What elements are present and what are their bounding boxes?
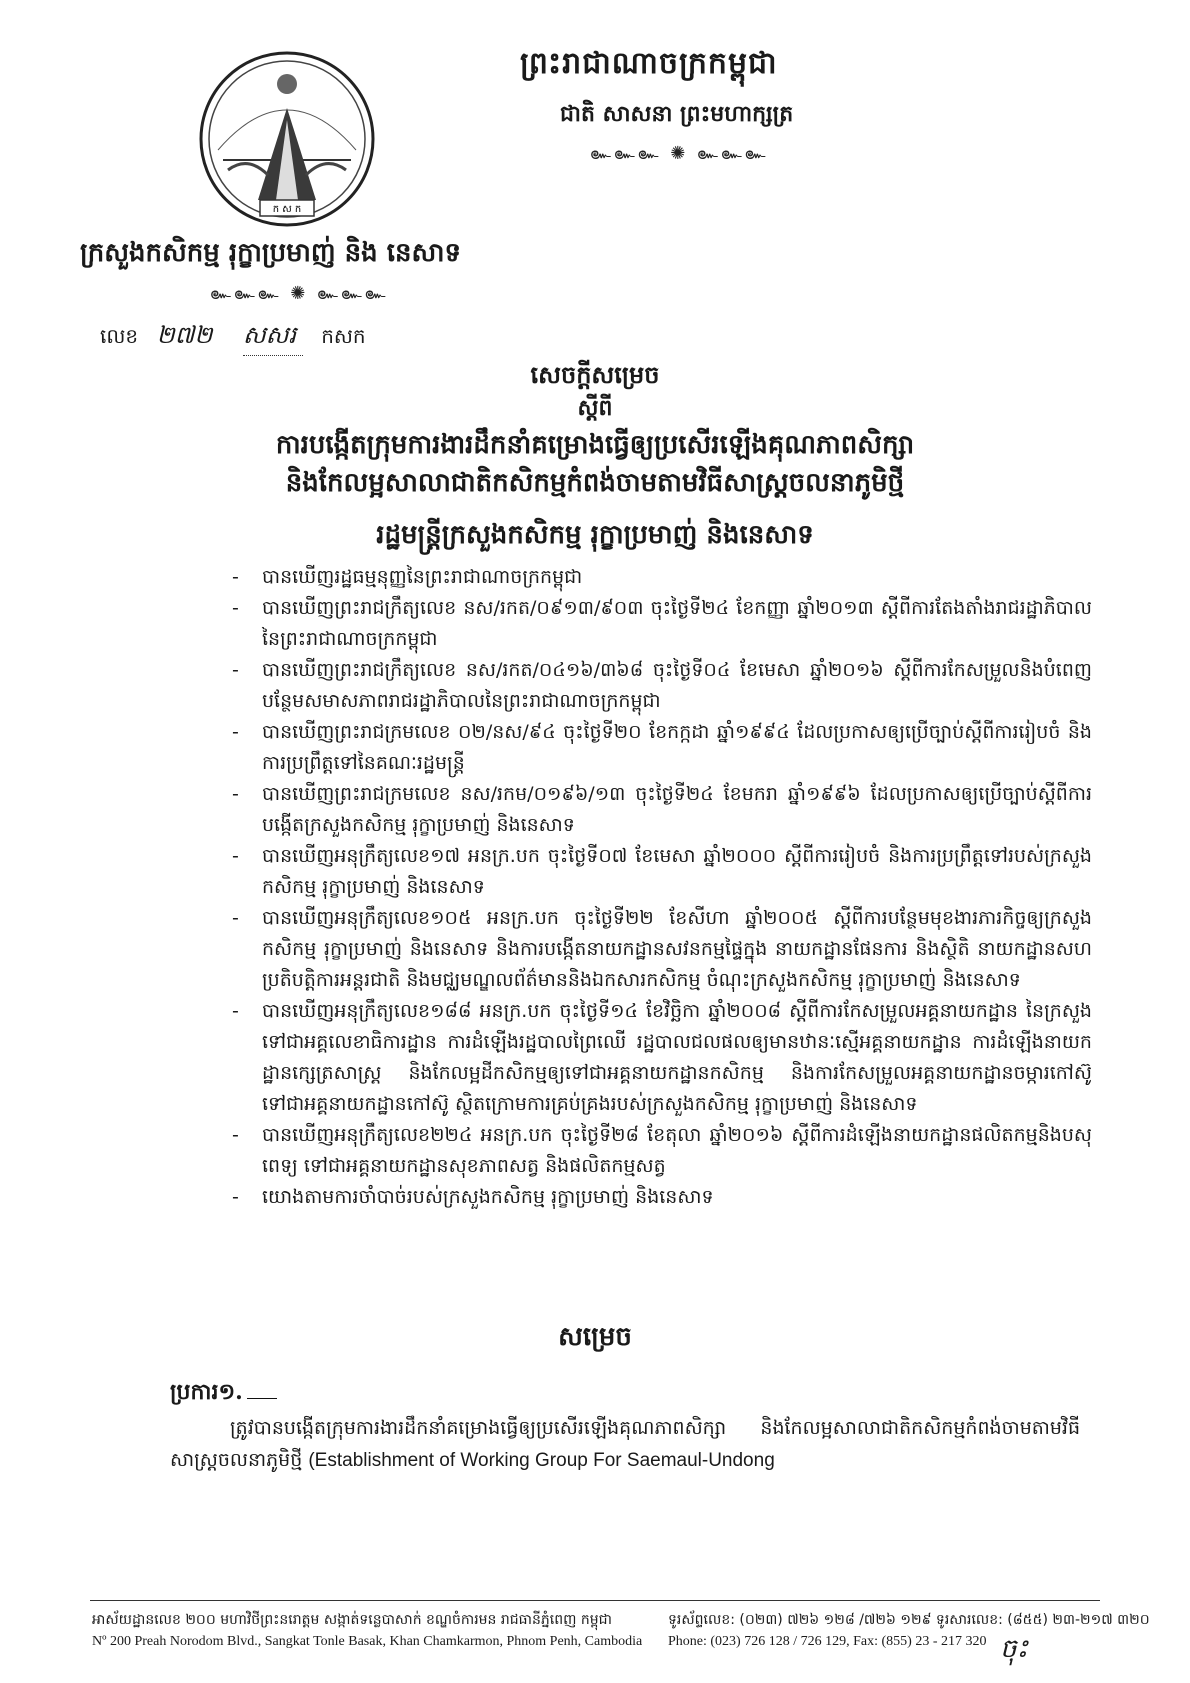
footer-phone-kh: ទូរស័ព្ទលេខ: (០២៣) ៧២៦ ១២៨ /៧២៦ ១២៩ ទូរសារលេខ: (៨៥៥) ២៣-២១៧ ៣២០	[668, 1612, 1150, 1628]
kingdom-heading: ព្រះរាជាណាចក្រកម្ពុជា	[520, 46, 778, 81]
seal-label: ក ស ក	[272, 204, 302, 215]
ministry-name: ក្រសួងកសិកម្ម រុក្ខាប្រមាញ់ និង នេសាទ	[80, 238, 461, 268]
footer-divider	[90, 1600, 1100, 1601]
national-motto: ជាតិ សាសនា ព្រះមហាក្សត្រ	[560, 102, 794, 127]
list-item: - បានឃើញអនុក្រឹត្យលេខ២២៤ អនក្រ.បក ចុះថ្ងៃទី២៨ ខែតុលា ឆ្នាំ២០១៦ ស្តីពីការដំឡើងនាយកដ្ឋានផលិតកម្មនិងបសុពេទ្យ ទៅជាអគ្គនាយកដ្ឋានសុខភាពសត្វ និងផលិតកម្មសត្វ	[262, 1120, 1092, 1182]
ref-code: សសរ	[243, 320, 303, 356]
decision-subject-label: ស្តីពី	[577, 395, 613, 421]
list-item: - បានឃើញអនុក្រឹត្យលេខ១៧ អនក្រ.បក ចុះថ្ងៃទី០៧ ខែមេសា ឆ្នាំ២០០០ ស្តីពីការរៀបចំ និងការប្រព្រឹត្តទៅរបស់ក្រសួងកសិកម្ម រុក្ខាប្រមាញ់ និងនេសាទ	[262, 841, 1092, 903]
list-item: - បានឃើញព្រះរាជក្រឹត្យលេខ នស/រកត/០៩១៣/៩០៣ ចុះថ្ងៃទី២៤ ខែកញ្ញា ឆ្នាំ២០១៣ ស្តីពីការតែងតាំងរាជរដ្ឋាភិបាលនៃព្រះរាជាណាចក្រកម្ពុជា	[262, 593, 1092, 655]
ref-number: ២៧២	[156, 321, 213, 349]
list-item: - បានឃើញរដ្ឋធម្មនុញ្ញនៃព្រះរាជាណាចក្រកម្ពុជា	[262, 562, 1092, 593]
ref-label: លេខ	[100, 324, 139, 348]
reference-number-line	[100, 320, 366, 356]
header-ornament: ๛๛๛ ✺ ๛๛๛	[590, 143, 769, 164]
article-1-label: ប្រការ១.	[170, 1379, 243, 1405]
decides-heading: សម្រេច	[558, 1322, 632, 1352]
article-1-heading	[170, 1378, 277, 1410]
list-item: - បានឃើញព្រះរាជក្រឹត្យលេខ នស/រកត/០៤១៦/៣៦៨ ចុះថ្ងៃទី០៤ ខែមេសា ឆ្នាំ២០១៦ ស្តីពីការកែសម្រួលនិងបំពេញបន្ថែមសមាសភាពរាជរដ្ឋាភិបាលនៃព្រះរាជាណាចក្រកម្ពុជា	[262, 655, 1092, 717]
article-1-text-en: (Establishment of Working Group For Saemaul-Undong	[308, 1450, 775, 1471]
list-item: - បានឃើញអនុក្រឹត្យលេខ១០៥ អនក្រ.បក ចុះថ្ងៃទី២២ ខែសីហា ឆ្នាំ២០០៥ ស្តីពីការបន្ថែមមុខងារភារកិច្ចឲ្យក្រសួងកសិកម្ម រុក្ខាប្រមាញ់ និងនេសាទ និងការបង្កើតនាយកដ្ឋានសវនកម្មផ្ទៃក្នុង នាយកដ្ឋានផែនការ និងស្ថិតិ នាយកដ្ឋានសហប្រតិបត្តិការអន្តរជាតិ និងមជ្ឈមណ្ឌលព័ត៌មាននិងឯកសារកសិកម្ម ចំណុះក្រសួងកសិកម្ម រុក្ខាប្រមាញ់ និងនេសាទ	[262, 903, 1092, 996]
decision-subject-line-1: ការបង្កើតក្រុមការងារដឹកនាំគម្រោងធ្វើឲ្យប្រសើរឡើងគុណភាពសិក្សា	[275, 430, 915, 460]
ref-suffix: កសក	[321, 324, 366, 348]
article-1-text-kh: ត្រូវបានបង្កើតក្រុមការងារដឹកនាំគម្រោងធ្វើឲ្យប្រសើរឡើងគុណភាពសិក្សា និងកែលម្អសាលាជាតិកសិកម្មកំពង់ចាមតាមវិធីសាស្រ្តចលនាភូមិថ្មី	[170, 1417, 1080, 1471]
decision-subject-line-2: និងកែលម្អសាលាជាតិកសិកម្មកំពង់ចាមតាមវិធីសាស្រ្តចលនាភូមិថ្មី	[285, 468, 905, 498]
article-1-body	[170, 1412, 1080, 1477]
footer-address-en: Nº 200 Preah Norodom Blvd., Sangkat Tonle Basak, Khan Chamkarmon, Phnom Penh, Cambodia	[92, 1634, 643, 1649]
list-item: - បានឃើញព្រះរាជក្រមលេខ ០២/នស/៩៤ ចុះថ្ងៃទី២០ ខែកក្កដា ឆ្នាំ១៩៩៤ ដែលប្រកាសឲ្យប្រើច្បាប់ស្តីពីការរៀបចំ និងការប្រព្រឹត្តទៅនៃគណៈរដ្ឋមន្ត្រី	[262, 717, 1092, 779]
list-item: - បានឃើញព្រះរាជក្រមលេខ នស/រកម/០១៩៦/១៣ ចុះថ្ងៃទី២៤ ខែមករា ឆ្នាំ១៩៩៦ ដែលប្រកាសឲ្យប្រើច្បាប់ស្តីពីការបង្កើតក្រសួងកសិកម្ម រុក្ខាប្រមាញ់ និងនេសាទ	[262, 779, 1092, 841]
ministry-ornament: ๛๛๛ ✺ ๛๛๛	[210, 283, 389, 304]
decision-title: សេចក្តីសម្រេច	[530, 360, 660, 389]
footer-address-kh: អាស័យដ្ឋានលេខ ២០០ មហាវិថីព្រះនរោត្តម សង្កាត់ទន្លេបាសាក់ ខណ្ឌចំការមន រាជធានីភ្នំពេញ កម្ពុជា	[92, 1612, 612, 1628]
footer-phone-en: Phone: (023) 726 128 / 726 129, Fax: (855) 23 - 217 320	[668, 1634, 987, 1649]
handwritten-initials: ចុះ	[1000, 1634, 1028, 1664]
ministry-seal-icon	[198, 50, 376, 228]
list-item: - បានឃើញអនុក្រឹត្យលេខ១៨៨ អនក្រ.បក ចុះថ្ងៃទី១៤ ខែវិច្ឆិកា ឆ្នាំ២០០៨ ស្តីពីការកែសម្រួលអគ្គនាយកដ្ឋាន នៃក្រសួងទៅជាអគ្គលេខាធិការដ្ឋាន ការដំឡើងរដ្ឋបាលព្រៃឈើ រដ្ឋបាលជលផលឲ្យមានឋានៈស្មើអគ្គនាយកដ្ឋាន ការដំឡើងនាយកដ្ឋានក្សេត្រសាស្ត្រ និងកែលម្អដីកសិកម្មឲ្យទៅជាអគ្គនាយកដ្ឋានកសិកម្ម និងការកែសម្រួលអគ្គនាយកដ្ឋានចម្ការកៅស៊ូទៅជាអគ្គនាយកដ្ឋានកៅស៊ូ ស្ថិតក្រោមការគ្រប់គ្រងរបស់ក្រសួងកសិកម្ម រុក្ខាប្រមាញ់ និងនេសាទ	[262, 996, 1092, 1120]
minister-heading: រដ្ឋមន្ត្រីក្រសួងកសិកម្ម រុក្ខាប្រមាញ់ និងនេសាទ	[376, 520, 814, 550]
list-item: - យោងតាមការចាំបាច់របស់ក្រសួងកសិកម្ម រុក្ខាប្រមាញ់ និងនេសាទ	[262, 1182, 1092, 1213]
visa-list	[232, 562, 1092, 1213]
